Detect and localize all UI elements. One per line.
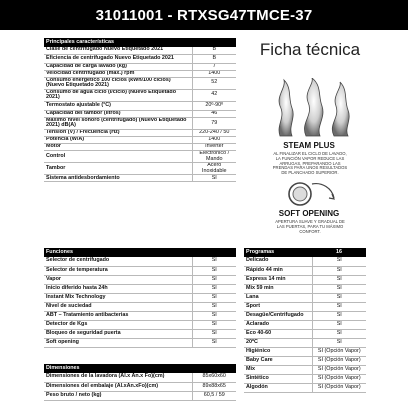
dimensions-table [44,364,236,401]
spec-label: Motor [44,144,192,151]
main-characteristics-table [44,38,236,182]
table-row [244,266,366,275]
table-row [244,338,366,347]
spec-value: 1400 [192,137,236,144]
spec-value: SÍ [192,338,236,347]
soft-opening-description: APERTURA SUAVE Y GRADUAL DE LAS PUERTAS, PARA TU MÁXIMO CONFORT. [275,219,345,234]
spec-label: Higiénico [244,347,312,356]
table-row [44,117,236,129]
table-row [44,89,236,101]
spec-label: Sintético [244,374,312,383]
table-row [44,144,236,151]
spec-label: Eco 40-60 [244,329,312,338]
spec-label: Instant Mix Technology [44,293,192,302]
spec-value: SÍ [192,266,236,275]
spec-value: SÍ [312,284,366,293]
spec-label: Desagüe/Centrifugado [244,311,312,320]
table-row [44,54,236,63]
table-row [44,101,236,110]
table-row [244,356,366,365]
spec-label: Selector de temperatura [44,266,192,275]
table-row [44,320,236,329]
spec-label: Potencia (W/A) [44,137,192,144]
soft-opening-title: SOFT OPENING [278,209,340,218]
spec-label: Capacidad del tambor (litros) [44,110,192,117]
section-value: 16 [312,248,366,257]
spec-label: Mix [244,365,312,374]
table-row [44,302,236,311]
spec-value: SÍ [312,302,366,311]
spec-label: Máximo nivel sonoro (centrifugado) (Nuevo Etiquetado 2021) dB(A) [44,117,192,129]
spec-label: Delicado [244,257,312,266]
table-header [44,38,236,47]
spec-value: SÍ [192,284,236,293]
spec-label: Peso bruto / neto (kg) [44,391,192,400]
product-code: 31011001 - RTXSG47TMCE-37 [95,6,313,24]
section-title: Dimensiones [44,364,236,373]
spec-value: 46 [192,110,236,117]
spec-value: SÍ (Opción Vapor) [312,356,366,365]
spec-value: SÍ [192,320,236,329]
table-row [44,163,236,175]
table-row [44,329,236,338]
spec-value: SÍ (Opción Vapor) [312,374,366,383]
table-row [44,110,236,117]
spec-value: 20º-90º [192,101,236,110]
table-row [244,320,366,329]
spec-label: Vapor [44,275,192,284]
table-row [244,365,366,374]
spec-label: Velocidad centrifugado (max.) rpm [44,70,192,77]
table-row [44,77,236,89]
door-opening-icon [280,176,338,206]
spec-label: Detector de Kgs [44,320,192,329]
spec-value: Electrónico / Mando [192,151,236,163]
table-row [244,383,366,392]
spec-label: Control [44,151,192,163]
spec-value: SÍ (Opción Vapor) [312,383,366,392]
spec-label: Tambor [44,163,192,175]
spec-label: Capacidad de carga lavado (kg) [44,63,192,70]
table-row [244,284,366,293]
table-row [44,284,236,293]
table-header [44,248,236,257]
spec-label: Sistema antidesbordamiento [44,175,192,182]
table-header [244,248,366,257]
spec-label: Dimensiones de la lavadora (Al.x An.x Fo)(cm) [44,373,192,382]
table-row [44,130,236,137]
spec-value: SÍ [192,257,236,266]
table-row [44,257,236,266]
spec-label: Sport [244,302,312,311]
steam-plus-description: AL FINALIZAR EL CICLO DE LAVADO, LA FUNCIÓN VAPOR REDUCE LAS ARRUGAS, PREPARANDO LAS PRENDAS PARA UNOS RESULTADOS DE PLANCHADO SUPERIOR. [272,151,348,176]
spec-value: SÍ [312,257,366,266]
spec-value: SÍ [312,311,366,320]
spec-label: Termostato ajustable (°C) [44,101,192,110]
spec-value: Inverter [192,144,236,151]
table-row [244,374,366,383]
table-row [244,275,366,284]
spec-value: 7 [192,63,236,70]
spec-label: ABT – Tratamiento antibacterias [44,311,192,320]
spec-label: Eficiencia de centrifugado Nuevo Etiquetado 2021 [44,54,192,63]
spec-value: B [192,54,236,63]
spec-value: Acero Inoxidable [192,163,236,175]
spec-label: Soft opening [44,338,192,347]
spec-label: Consumo de agua ciclo (l/ciclo) (Nuevo Etiquetado 2021) [44,89,192,101]
table-row [44,373,236,382]
steam-plumes-icon [266,78,360,138]
programs-table [244,248,366,393]
table-row [44,151,236,163]
spec-value: SÍ [312,338,366,347]
spec-label: Consumo energético 100 ciclos (kWh/100 ciclos) (Nuevo Etiquetado 2021) [44,77,192,89]
spec-label: Aclarado [244,320,312,329]
table-row [44,338,236,347]
spec-label: Mix 59 min [244,284,312,293]
spec-value: SÍ [192,311,236,320]
spec-value: SÍ [312,275,366,284]
spec-value: 220-240 / 50 [192,130,236,137]
spec-value: SÍ [192,302,236,311]
spec-label: Rápido 44 min [244,266,312,275]
spec-value: 60,5 / 59 [192,391,236,400]
table-row [244,311,366,320]
spec-value: SÍ (Opción Vapor) [312,365,366,374]
spec-label: Bloqueo de seguridad puerta [44,329,192,338]
spec-label: 20ºC [244,338,312,347]
spec-value: B [192,47,236,54]
spec-label: Tensión (V) / Frecuencia (Hz) [44,130,192,137]
table-row [244,257,366,266]
spec-value: 89x88x65 [192,382,236,391]
table-row [44,175,236,182]
spec-label: Inicio diferido hasta 24h [44,284,192,293]
spec-value: SÍ [312,293,366,302]
spec-value: 42 [192,89,236,101]
spec-value: SÍ [312,320,366,329]
table-row [244,293,366,302]
spec-label: Algodón [244,383,312,392]
section-title: Funciones [44,248,192,257]
table-row [44,275,236,284]
spec-label: Clase de centrifugado Nuevo Etiquetado 2021 [44,47,192,54]
table-row [44,47,236,54]
table-row [244,329,366,338]
spec-value: SÍ [192,275,236,284]
steam-plus-title: STEAM PLUS [283,141,335,150]
spec-value: SÍ [192,329,236,338]
section-title: Principales características [44,38,236,47]
table-header [44,364,236,373]
functions-table [44,248,236,348]
table-row [244,302,366,311]
table-row [44,63,236,70]
spec-value: 79 [192,117,236,129]
spec-value: 85x60x60 [192,373,236,382]
spec-value: SÍ [312,266,366,275]
table-row [44,391,236,400]
spec-value: SÍ [192,293,236,302]
spec-value: SÍ [312,329,366,338]
spec-label: Selector de centrifugado [44,257,192,266]
table-row [44,137,236,144]
spec-label: Express 14 min [244,275,312,284]
section-value [192,248,236,257]
table-row [44,382,236,391]
product-code-header [0,0,408,30]
ficha-tecnica-title: Ficha técnica [259,40,361,59]
spec-value: SÍ (Opción Vapor) [312,347,366,356]
table-row [44,311,236,320]
table-row [44,293,236,302]
spec-label: Nivel de suciedad [44,302,192,311]
spec-value: SÍ [192,175,236,182]
table-row [44,266,236,275]
table-row [44,70,236,77]
section-title: Programas [244,248,312,257]
spec-value: 1400 [192,70,236,77]
spec-label: Dimensiones del embalaje (Al.xAn.xFo)(cm) [44,382,192,391]
spec-label: Baby Care [244,356,312,365]
spec-label: Lana [244,293,312,302]
spec-value: 52 [192,77,236,89]
table-row [244,347,366,356]
